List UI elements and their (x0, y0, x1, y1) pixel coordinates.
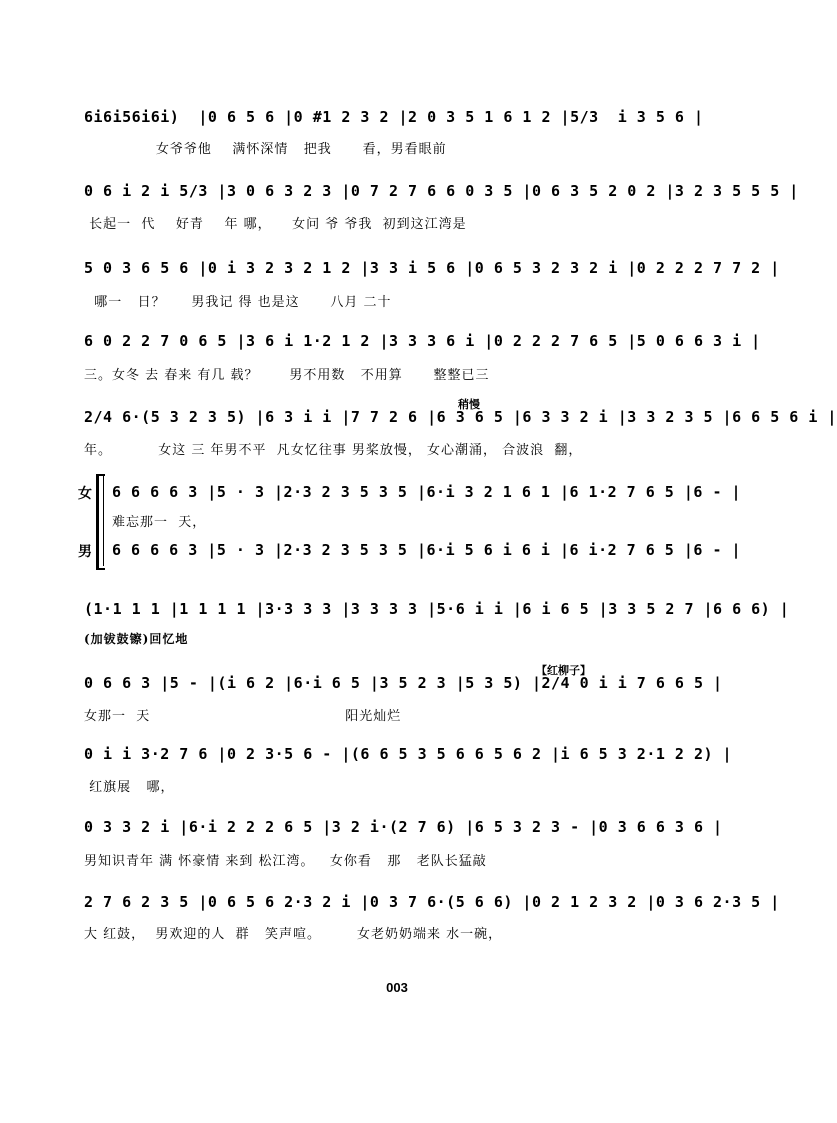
lyrics-line-3: 哪一 日？ 男我记 得 也是这 八月 二十 (84, 295, 392, 310)
lyrics-line-12: 大 红鼓， 男欢迎的人 群 笑声喧。 女老奶奶端来 水一碗， (84, 927, 503, 942)
duet-bracket-inner (103, 474, 104, 566)
notation-line-11: 0 3 3 2 i |6·i 2 2 2 6 5 |3 2 i·(2 7 6) |6 5 3 2 3 - |0 3 6 6 3 6 | (84, 818, 723, 836)
notation-line-3: 5 0 3 6 5 6 |0 i 3 2 3 2 1 2 |3 3 i 5 6 |0 6 5 3 2 3 2 i |0 2 2 2 7 7 2 | (84, 259, 780, 277)
lyrics-line-10: 红旗展 哪， (84, 780, 175, 795)
notation-line-5: 2/4 6·(5 3 2 3 5) |6 3 i i |7 7 2 6 |6 3 6 5 |6 3 3 2 i |3 3 2 3 5 |6 6 5 6 i | (84, 408, 837, 426)
page-number: 003 (386, 980, 408, 995)
lyrics-line-9: 女那一 天 阳光灿烂 (84, 709, 402, 724)
lyrics-line-2: 长起一 代 好青 年 哪， 女问 爷 爷我 初到这江湾是 (84, 217, 467, 232)
lyrics-line-8: (加钹鼓镲)回忆地 (84, 632, 189, 646)
notation-line-1: 6i6i56i6i) |0 6 5 6 |0 #1 2 3 2 |2 0 3 5 1 6 1 2 |5/3 i 3 5 6 | (84, 108, 704, 126)
lyrics-line-11: 男知识青年 满 怀豪情 来到 松江湾。 女你看 那 老队长猛敲 (84, 854, 487, 869)
lyrics-line-4: 三。女冬 去 春来 有几 载？ 男不用数 不用算 整整已三 (84, 368, 490, 383)
tune-name-label: 【红柳子】 (536, 664, 591, 677)
notation-line-12: 2 7 6 2 3 5 |0 6 5 6 2·3 2 i |0 3 7 6·(5 6 6) |0 2 1 2 3 2 |0 3 6 2·3 5 | (84, 893, 780, 911)
notation-line-10: 0 i i 3·2 7 6 |0 2 3·5 6 - |(6 6 5 3 5 6 6 5 6 2 |i 6 5 3 2·1 2 2) | (84, 745, 733, 763)
lyrics-female: 难忘那一 天， (112, 515, 207, 530)
lyrics-line-1: 女爷爷他 满怀深情 把我 看，男看眼前 (84, 142, 447, 157)
notation-female: 6 6 6 6 3 |5 · 3 |2·3 2 3 5 3 5 |6·i 3 2 1 6 1 |6 1·2 7 6 5 |6 - | (112, 483, 742, 501)
voice-label-female: 女 (78, 486, 92, 502)
notation-line-9: 0 6 6 3 |5 - |(i 6 2 |6·i 6 5 |3 5 2 3 |5 3 5) |2/4 0 i i 7 6 6 5 | (84, 674, 723, 692)
slow-tempo-mark: 稍慢 (458, 398, 480, 411)
notation-line-8: (1·1 1 1 |1 1 1 1 |3·3 3 3 |3 3 3 3 |5·6 i i |6 i 6 5 |3 3 5 2 7 |6 6 6) | (84, 600, 790, 618)
lyrics-line-5: 年。 女这 三 年男不平 凡女忆往事 男桨放慢， 女心潮涌， 合波浪 翻， (84, 443, 583, 458)
notation-line-2: 0 6 i 2 i 5/3 |3 0 6 3 2 3 |0 7 2 7 6 6 0 3 5 |0 6 3 5 2 0 2 |3 2 3 5 5 5 | (84, 182, 799, 200)
notation-male: 6 6 6 6 3 |5 · 3 |2·3 2 3 5 3 5 |6·i 5 6 i 6 i |6 i·2 7 6 5 |6 - | (112, 541, 742, 559)
notation-line-4: 6 0 2 2 7 0 6 5 |3 6 i 1·2 1 2 |3 3 3 6 i |0 2 2 2 7 6 5 |5 0 6 6 3 i | (84, 332, 761, 350)
voice-label-male: 男 (78, 544, 92, 560)
